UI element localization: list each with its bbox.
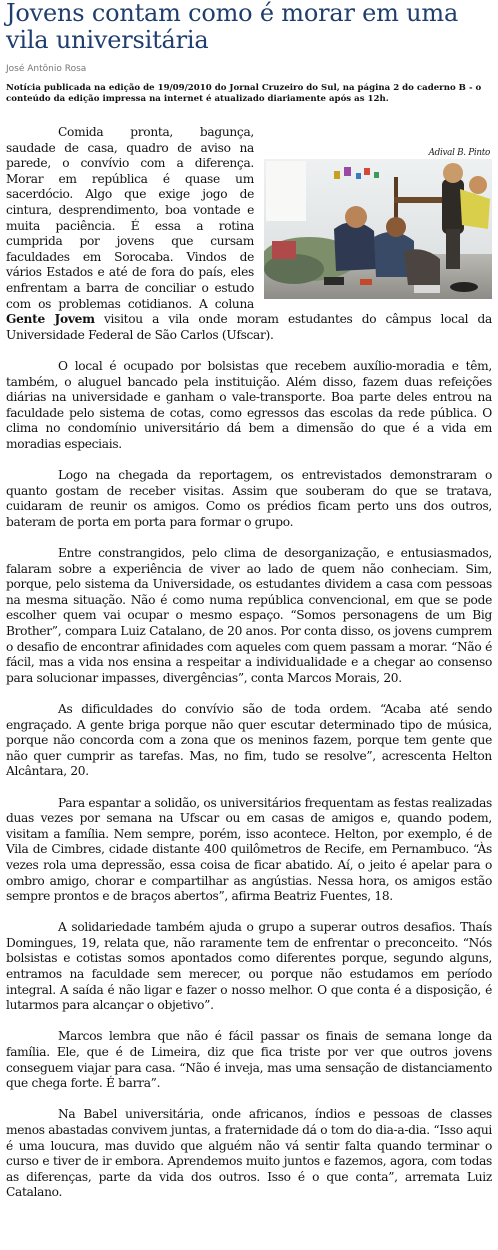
article-title: Jovens contam como é morar em uma vila universitária [6,0,459,54]
photo-figure [264,147,492,299]
article-body [6,125,492,1201]
author-byline[interactable]: José Antônio Rosa [6,64,87,74]
paragraph: Entre constrangidos, pelo clima de desorganização, e entusiasmados, falaram sobre a experiência de viver ao lado de quem não conheciam. Sim, porque, pelo sistema da Universidade, os estudantes dividem a casa com pessoas na mesma situação. Não é como numa república convencional, em que se pode escolher quem vai ocupar o mesmo espaço. “Somos personagens de um Big Brother”, compara Luiz Catalano, de 20 anos. Por conta disso, os jovens cumprem o desafio de encontrar afinidades com aqueles com quem passam a morar. “Não é fácil, mas a vida nos ensina a respeitar a individualidade e a chegar ao consenso para solucionar impasses, divergências”, conta Marcos Morais, 20. [6,546,492,685]
paragraph: Marcos lembra que não é fácil passar os finais de semana longe da família. Ele, que é de Limeira, diz que fica triste por ver que outros jovens conseguem viajar para casa. “Não é inveja, mas uma sensação de distanciamento que chega forte. É barra”. [6,1029,492,1091]
paragraph: A solidariedade também ajuda o grupo a superar outros desafios. Thaís Domingues, 19, relata que, não raramente tem de enfrentar o preconceito. “Nós bolsistas e cotistas somos apontados como diferentes porque, segundo alguns, entramos na faculdade sem merecer, ou porque não estudamos em período integral. A saída é não ligar e fazer o nosso melhor. O que conta é a disposição, é lutarmos para alcançar o objetivo”. [6,920,492,1013]
paragraph: Para espantar a solidão, os universitários frequentam as festas realizadas duas vezes por semana na Ufscar ou em casas de amigos e, quando podem, visitam a família. Nem sempre, porém, isso acontece. Helton, por exemplo, é de Vila de Cimbres, cidade distante 400 quilômetros de Recife, em Pernambuco. “Às vezes rola uma depressão, essa coisa de ficar abatido. Aí, o jeito é apelar para o ombro amigo, chorar e compartilhar as angústias. Nessa hora, os amigos estão sempre prontos e de braços abertos”, afirma Beatriz Fuentes, 18. [6,795,492,904]
paragraph: Na Babel universitária, onde africanos, índios e pessoas de classes menos abastadas convivem juntas, a fraternidade dá o tom do dia-a-dia. “Isso aqui é uma loucura, mas duvido que alguém não vá sentir falta quando terminar o curso e tiver de ir embora. Aprendemos muito juntos e fazemos, agora, com todas as diferenças, parte da vida dos outros. Isso é o que conta”, arremata Luiz Catalano. [6,1107,492,1200]
publication-note: Notícia publicada na edição de 19/09/2010 do Jornal Cruzeiro do Sul, na página 2 do caderno B - o conteúdo da edição impressa na internet é atualizado diariamente após as 12h. [6,83,482,104]
paragraph: Logo na chegada da reportagem, os entrevistados demonstraram o quanto gostam de receber visitas. Assim que souberam do que se tratava, cuidaram de reunir os amigos. Como os prédios ficam perto uns dos outros, bateram de porta em porta para formar o grupo. [6,468,492,529]
students-room-photo [264,159,492,299]
paragraph-intro-text-end: visitou a vila onde moram estudantes do câmpus local da Universidade Federal de São Carlos (Ufscar). [6,312,492,342]
paragraph: As dificuldades do convívio são de toda ordem. “Acaba até sendo engraçado. A gente briga porque não quer escutar determinado tipo de música, porque não concorda com a zona que os meninos fazem, porque tem gente que não quer cumprir as tarefas. Mas, no fim, tudo se resolve”, acrescenta Helton Alcântara, 20. [6,701,492,779]
paragraph: O local é ocupado por bolsistas que recebem auxílio-moradia e têm, também, o aluguel bancado pela instituição. Além disso, fazem duas refeições diárias na universidade e ganham o vale-transporte. Boa parte deles entrou na faculdade pelo sistema de cotas, como egressos das escolas da rede pública. O clima no condomínio universitário dá bem a dimensão do que é a vida em moradias especiais. [6,358,492,451]
photo-credit: Adival B. Pinto [428,148,490,158]
paragraph-intro-text: Comida pronta, bagunça, saudade de casa, quadro de aviso na parede, o convívio com a diferença. Morar em república é quase um sacerdócio. Algo que exige jogo de cintura, desprendimento, boa vontade e muita paciência. É essa a rotina cumprida por jovens que cursam faculdades em Sorocaba. Vindos de vários Estados e até de fora do país, eles enfrentam a barra de conciliar o estudo com os problemas cotidianos. A coluna [6,125,254,311]
column-name: Gente Jovem [6,312,95,327]
